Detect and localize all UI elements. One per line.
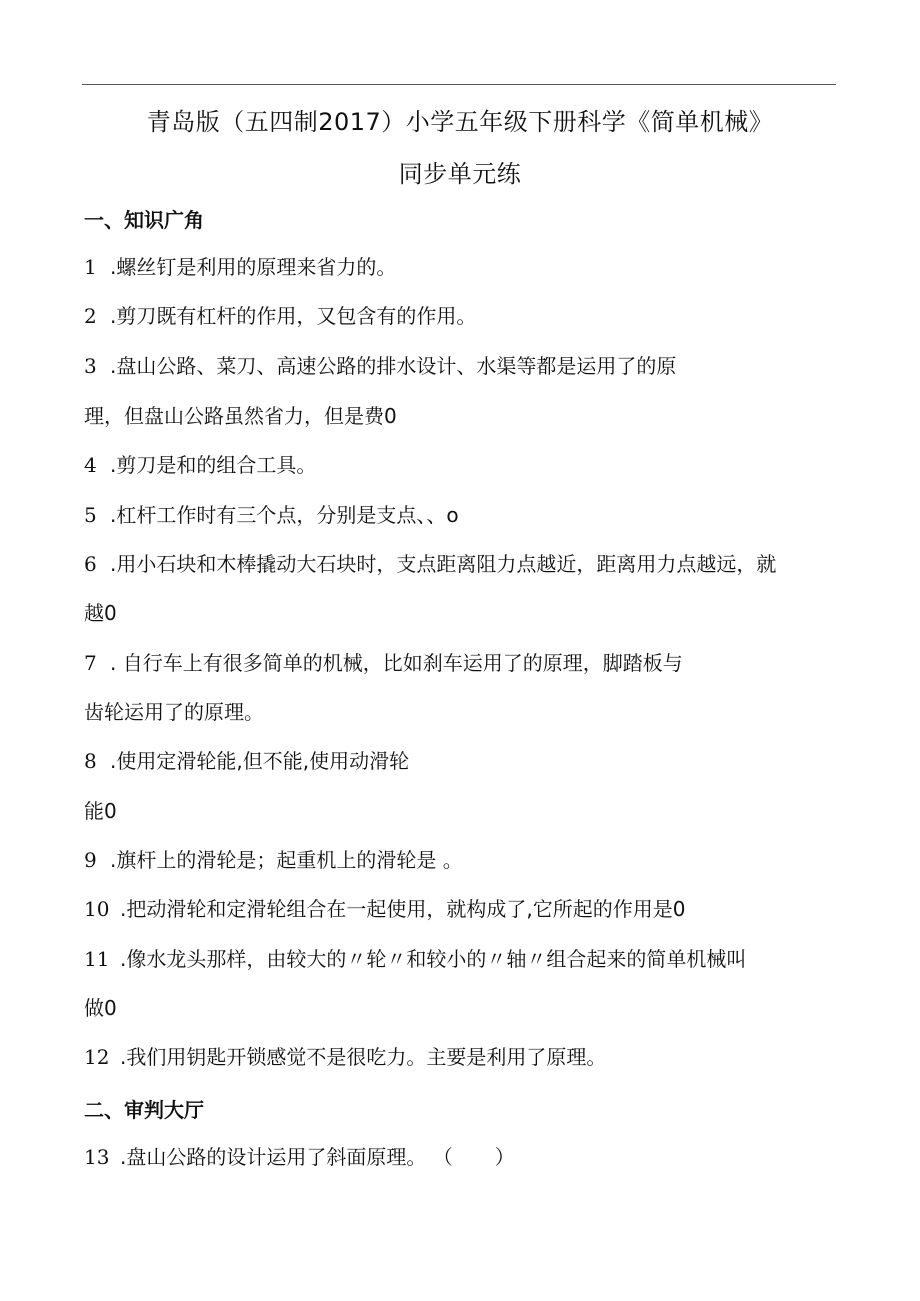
question-3 [84,352,676,380]
question-text: .我们用钥匙开锁感觉不是很吃力。主要是利用了原理。 [120,1045,607,1069]
question-1 [84,253,396,281]
question-number: 5 [84,503,97,527]
question-3-continuation: 理，但盘山公路虽然省力，但是费0 [84,404,397,428]
question-number: 9 [84,848,97,872]
question-text: .杠杆工作时有三个点，分别是支点、、o [110,503,459,527]
question-text: .螺丝钉是利用的原理来省力的。 [110,255,397,279]
question-text: .盘山公路的设计运用了斜面原理。 [120,1145,427,1169]
question-text: .把动滑轮和定滑轮组合在一起使用，就构成了,它所起的作用是0 [120,897,686,921]
question-number: 12 [84,1045,110,1069]
question-7 [84,649,683,677]
question-6 [84,550,776,578]
question-text: .像水龙头那样，由较大的〃轮〃和较小的〃轴〃组合起来的简单机械叫 [120,947,747,971]
section-heading-judgement: 二、审判大厅 [84,1098,204,1122]
question-number: 4 [84,453,97,477]
page-title: 青岛版（五四制2017）小学五年级下册科学《简单机械》 [146,108,774,136]
question-11-continuation: 做0 [84,996,117,1020]
section-heading-knowledge: 一、知识广角 [84,208,204,232]
question-8-continuation: 能0 [84,799,117,823]
question-number: 1 [84,255,97,279]
question-number: 11 [84,947,110,971]
question-11 [84,945,746,973]
question-text: .剪刀是和的组合工具。 [110,453,317,477]
question-10 [84,895,685,923]
question-2 [84,302,476,330]
page-subtitle: 同步单元练 [398,160,522,188]
question-number: 10 [84,897,110,921]
question-text: .用小石块和木棒撬动大石块时，支点距离阻力点越近，距离用力点越远，就 [110,552,777,576]
question-text: .盘山公路、菜刀、高速公路的排水设计、水渠等都是运用了的原 [110,354,677,378]
bracket-open: （ [432,1145,453,1169]
question-9 [84,846,463,874]
answer-bracket[interactable] [433,1143,495,1171]
question-text: .使用定滑轮能,但不能,使用动滑轮 [110,749,410,773]
question-text: .剪刀既有杠杆的作用，又包含有的作用。 [110,304,477,328]
question-8 [84,747,409,775]
question-number: 13 [84,1145,110,1169]
question-7-continuation: 齿轮运用了的原理。 [84,700,264,724]
question-number: 8 [84,749,97,773]
question-number: 7 [84,651,97,675]
question-12 [84,1043,606,1071]
question-6-continuation: 越0 [84,601,117,625]
header-rule [82,84,836,85]
bracket-close: ） [494,1145,515,1169]
question-number: 3 [84,354,97,378]
question-4 [84,451,316,479]
question-5 [84,501,459,529]
question-13 [84,1143,515,1171]
question-text: .旗杆上的滑轮是；起重机上的滑轮是 。 [110,848,463,872]
question-number: 2 [84,304,97,328]
question-number: 6 [84,552,97,576]
question-text: . 自行车上有很多简单的机械，比如刹车运用了的原理，脚踏板与 [110,651,683,675]
